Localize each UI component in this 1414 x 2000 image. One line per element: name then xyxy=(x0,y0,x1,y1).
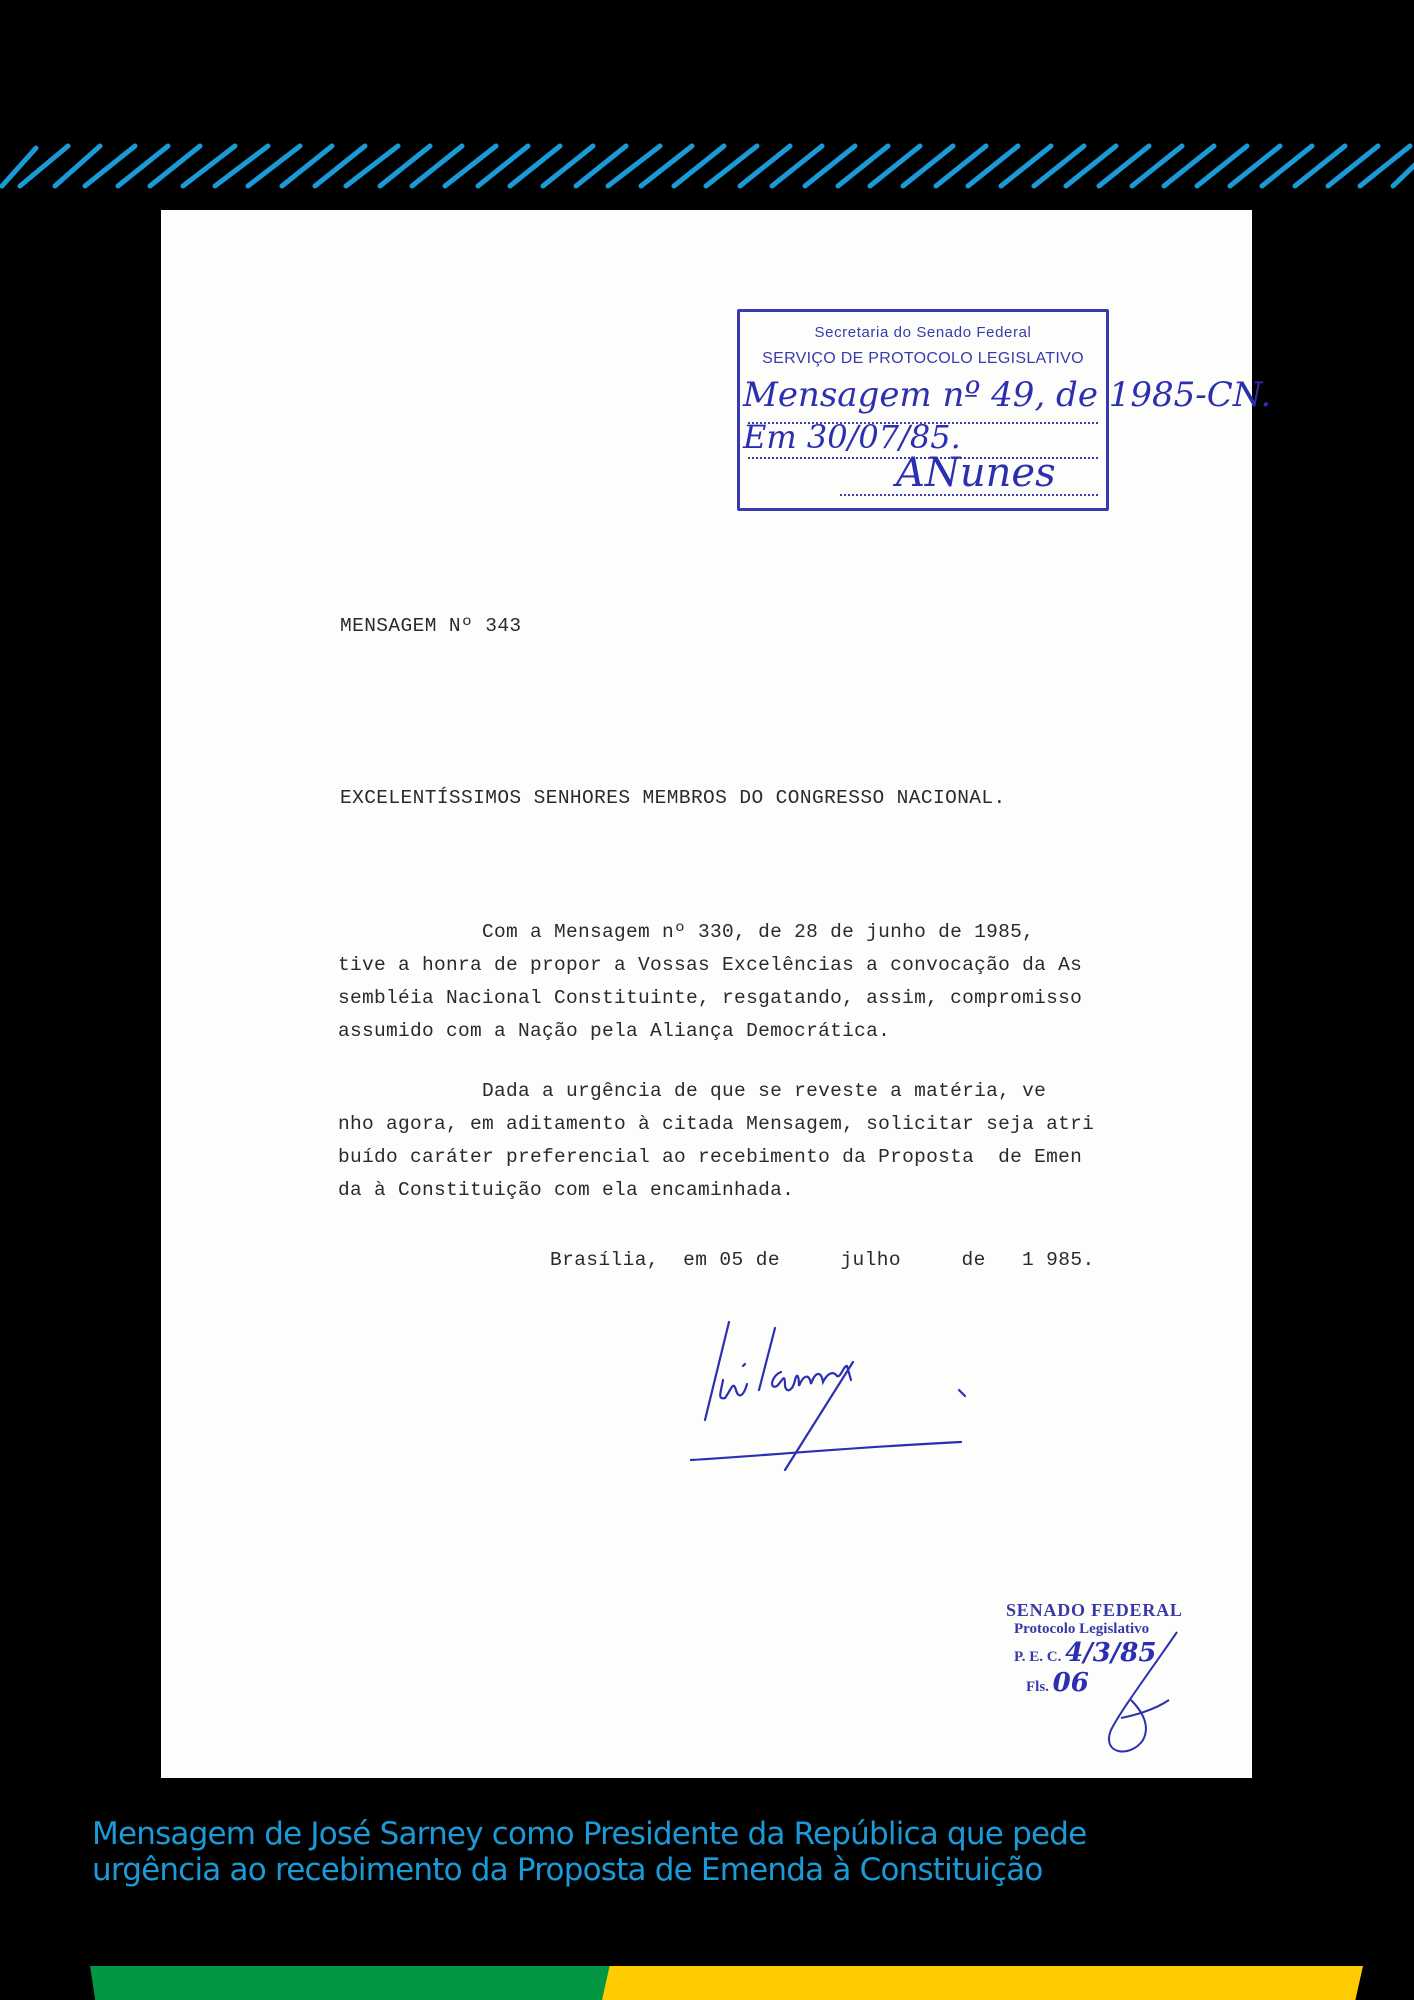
caption-line-2: urgência ao recebimento da Proposta de Emenda à Constituição xyxy=(92,1852,1043,1888)
stamp-handwritten-date: Em 30/07/85. xyxy=(743,418,961,456)
senado-rubric-icon xyxy=(1081,1630,1191,1760)
senado-protocolo: Protocolo Legislativo xyxy=(1014,1621,1150,1637)
paragraph-2-line: nho agora, em aditamento à citada Mensagem, solicitar seja atri xyxy=(338,1113,1095,1135)
signature-jose-sarney xyxy=(681,1320,1001,1480)
place-and-date: Brasília, em 05 de julho de 1 985. xyxy=(550,1249,1095,1271)
message-heading: MENSAGEM Nº 343 xyxy=(340,615,522,637)
salutation: EXCELENTÍSSIMOS SENHORES MEMBROS DO CONGRESSO NACIONAL. xyxy=(340,787,1006,809)
paragraph-1-line: Com a Mensagem nº 330, de 28 de junho de 1985, xyxy=(338,921,1035,943)
senado-title: SENADO FEDERAL xyxy=(1006,1600,1183,1620)
senado-pec-label: P. E. C. xyxy=(1014,1649,1062,1665)
yellow-footer-bar xyxy=(602,1966,1363,2000)
paragraph-1-line: assumido com a Nação pela Aliança Democrática. xyxy=(338,1020,891,1042)
senado-pec-value: 4/3/85 xyxy=(1065,1638,1157,1668)
caption-line-1: Mensagem de José Sarney como Presidente da República que pede xyxy=(92,1816,1087,1852)
paragraph-1-line: tive a honra de propor a Vossas Excelências a convocação da As xyxy=(338,954,1083,976)
senado-fls-label: Fls. xyxy=(1026,1679,1049,1695)
stamp-handwritten-initials: ANunes xyxy=(896,450,1056,496)
senado-fls-value: 06 xyxy=(1052,1668,1089,1698)
stamp-handwritten-message-number: Mensagem nº 49, de 1985-CN. xyxy=(743,375,1272,415)
paragraph-2-line: Dada a urgência de que se reveste a matéria, ve xyxy=(338,1080,1047,1102)
document-scan xyxy=(161,210,1272,1778)
paragraph-1 xyxy=(338,916,1083,1048)
paragraph-2-line: da à Constituição com ela encaminhada. xyxy=(338,1179,795,1201)
stamp-secretaria: Secretaria do Senado Federal xyxy=(814,324,1032,341)
green-footer-bar xyxy=(90,1966,610,2000)
stamp-servico: SERVIÇO DE PROTOCOLO LEGISLATIVO xyxy=(762,350,1084,367)
caption xyxy=(92,1816,1086,1888)
paragraph-2 xyxy=(338,1075,1095,1207)
decorative-stripes xyxy=(0,140,1414,192)
paragraph-2-line: buído caráter preferencial ao recebimento da Proposta de Emen xyxy=(338,1146,1083,1168)
paragraph-1-line: sembléia Nacional Constituinte, resgatando, assim, compromisso xyxy=(338,987,1083,1009)
